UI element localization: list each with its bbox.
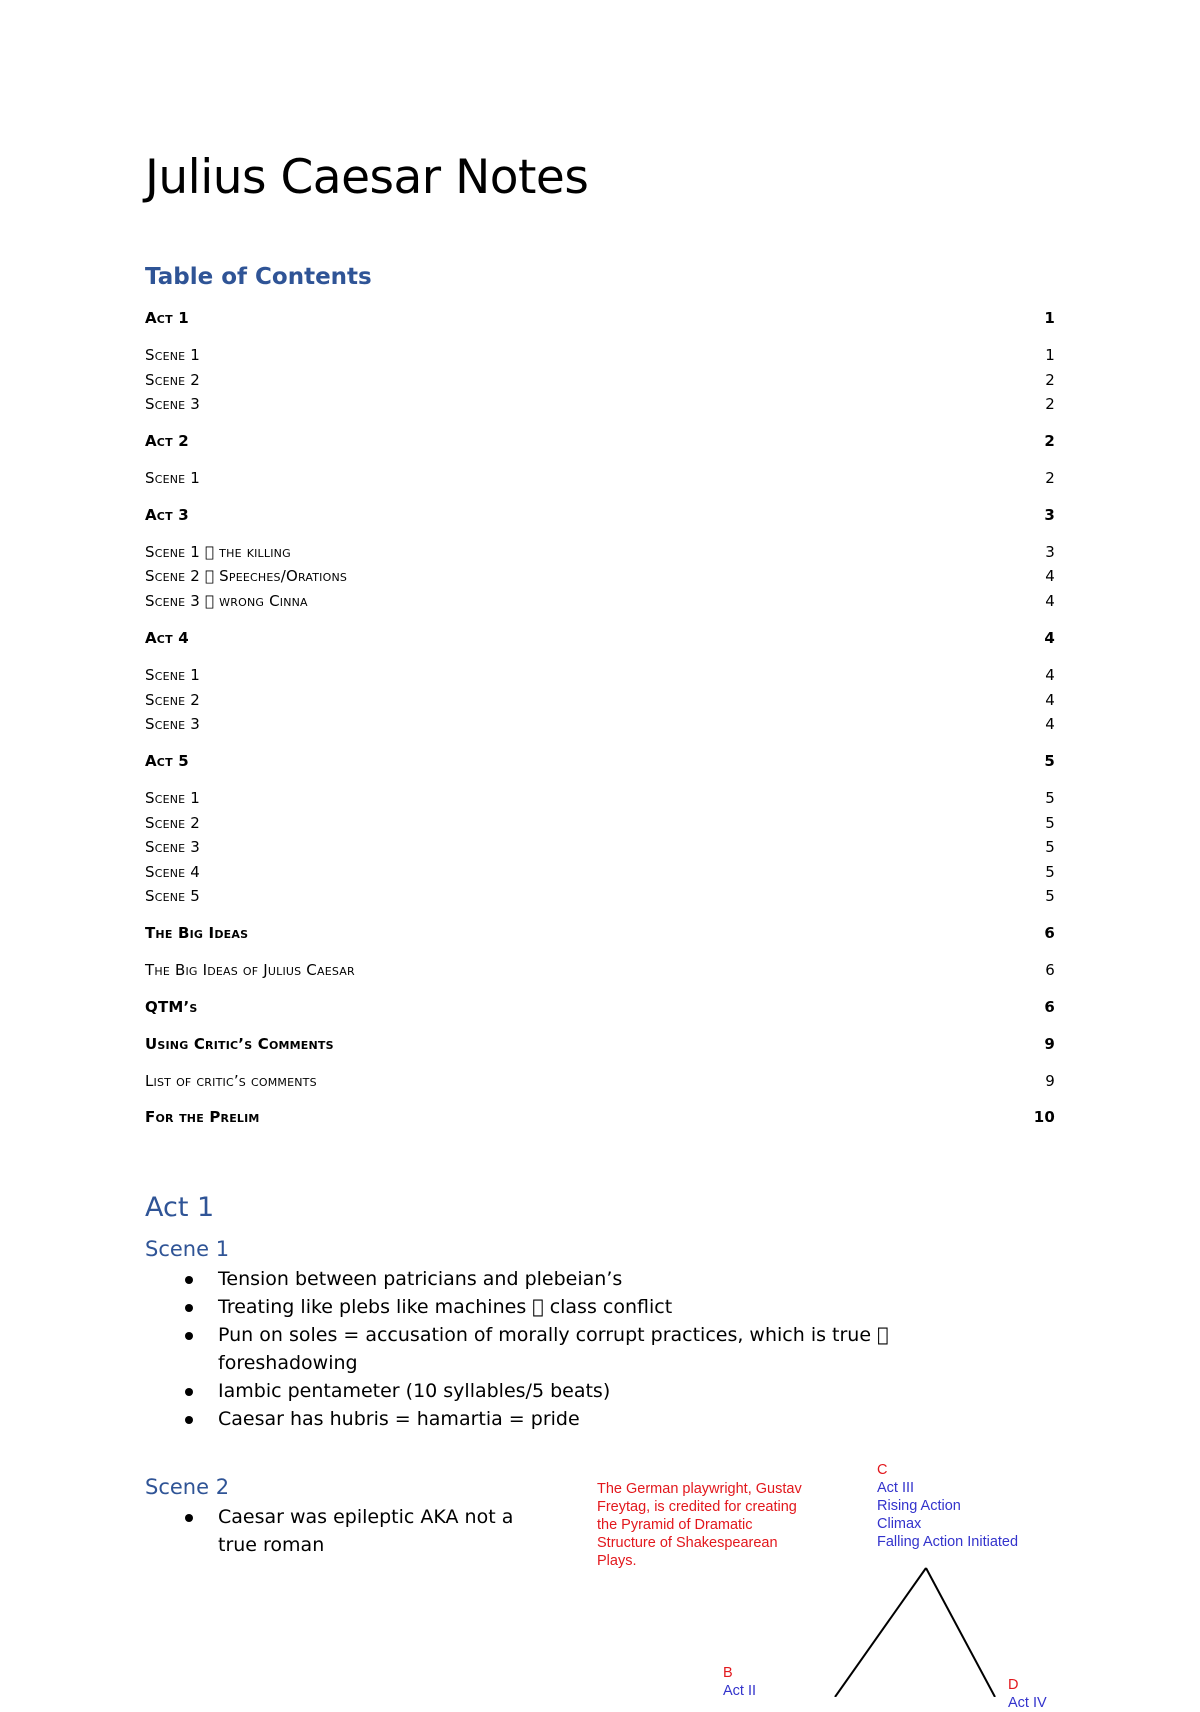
toc-entry-label: Act 2 [145,432,189,450]
toc-entry-label: Act 3 [145,506,189,524]
toc-entry-label: Scene 1 the killing [145,543,277,561]
act1-scene2-heading: Scene 2 [145,1475,230,1499]
toc-entry-page: 5 [1045,789,1055,807]
toc-entry-label: Scene 2 Speeches/Orations [145,567,333,585]
toc-entry-page: 5 [1045,814,1055,832]
toc-entry-label: Scene 1 [145,346,201,364]
toc-entry-page: 4 [1045,691,1055,709]
toc-entry-page: 4 [1045,715,1055,733]
list-item: Caesar was epileptic AKA not a true roman [145,1503,545,1559]
toc-entry-page: 5 [1044,752,1055,770]
toc-entry-label: Act 4 [145,629,189,647]
toc-entry-label: Scene 1 [145,469,201,487]
toc-entry-page: 1 [1044,309,1055,327]
toc-entry-label: Scene 3 [145,395,201,413]
toc-entry-label: Using Critic’s Comments [145,1035,334,1053]
toc-entry-label: List of critic’s comments [145,1072,317,1090]
toc-entry-page: 4 [1044,629,1055,647]
toc-entry-label: Scene 3 [145,715,201,733]
toc-entry-page: 2 [1045,395,1055,413]
diagram-left-label: B Act II [723,1665,757,1699]
toc-entry-page: 4 [1045,666,1055,684]
toc-entry-label: QTM’s [145,998,198,1016]
toc-entry-label: Scene 4 [145,863,201,881]
list-item: Iambic pentameter (10 syllables/5 beats) [145,1377,955,1405]
toc-entry-label: Scene 1 [145,789,201,807]
toc-entry-page: 6 [1044,924,1055,942]
toc-entry-page: 6 [1045,961,1055,979]
toc-entry-label: Scene 1 [145,666,201,684]
toc-entry-page: 9 [1044,1035,1055,1053]
diagram-peak-label: C Act III Rising Action Climax Falling Action Initiated [877,1462,1019,1550]
toc-entry-page: 10 [1033,1108,1055,1126]
toc-entry-label: The Big Ideas of Julius Caesar [145,961,355,979]
toc-entry-page: 2 [1045,371,1055,389]
toc-entry-page: 2 [1045,469,1055,487]
toc-entry-label: The Big Ideas [145,924,249,942]
toc-entry-page: 6 [1044,998,1055,1016]
toc-entry-page: 2 [1044,432,1055,450]
toc-entry-label: Act 1 [145,309,189,327]
toc-entry-page: 3 [1044,506,1055,524]
toc-entry-page: 5 [1045,863,1055,881]
pyramid-left-edge [835,1568,926,1697]
toc-entry-page: 5 [1045,838,1055,856]
toc-entry-page: 1 [1045,346,1055,364]
toc-entry-label: Scene 2 [145,371,201,389]
toc-entry-label: Scene 3 wrong Cinna [145,592,294,610]
toc-entry-label: Scene 3 [145,838,201,856]
list-item: Caesar has hubris = hamartia = pride [145,1405,955,1433]
toc-heading: Table of Contents [145,264,372,290]
diagram-note: The German playwright, Gustav Freytag, is credited for creating the Pyramid of Dramatic Structure of Shakespearean Plays. [597,1481,802,1569]
list-item: Treating like plebs like machines class conflict [145,1293,955,1321]
diagram-right-label: D Act IV [1008,1677,1047,1711]
toc-entry-label: Scene 2 [145,691,201,709]
pyramid-right-edge [926,1568,995,1697]
toc-entry-label: Scene 2 [145,814,201,832]
document-title: Julius Caesar Notes [145,150,589,205]
toc-entry-label: Scene 5 [145,887,201,905]
toc-entry-page: 4 [1045,567,1055,585]
list-item: Tension between patricians and plebeian’s [145,1265,955,1293]
toc-entry-page: 9 [1045,1072,1055,1090]
toc-entry-label: For the Prelim [145,1108,260,1126]
toc-entry-label: Act 5 [145,752,189,770]
toc-entry-page: 5 [1045,887,1055,905]
act1-heading: Act 1 [145,1192,215,1223]
toc-entry-page: 3 [1045,543,1055,561]
toc-entry-page: 4 [1045,592,1055,610]
act1-scene1-heading: Scene 1 [145,1237,230,1261]
list-item: Pun on soles = accusation of morally corrupt practices, which is true foreshadowing [145,1321,955,1377]
